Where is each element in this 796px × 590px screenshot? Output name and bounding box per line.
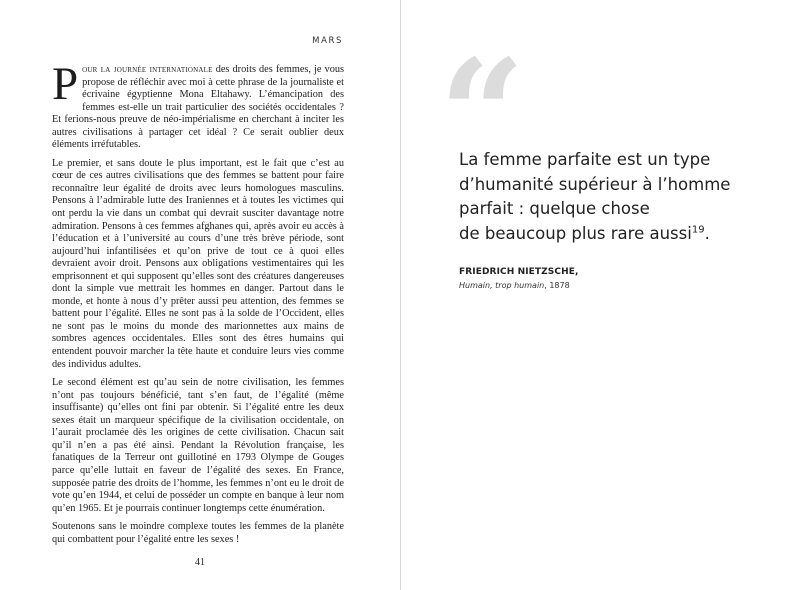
footnote-marker: 19 bbox=[691, 224, 705, 235]
quote-line-4-text: de beaucoup plus rare aussi bbox=[459, 223, 692, 243]
paragraph-3: Le second élément est qu’au sein de notre civilisation, les femmes n’ont pas toujours bénéficié, tant s’en faut, de l’égalité (même insuffisante) qu’elles ont fini par obtenir. Si l’égalité entre les deux sexes était un marqueur spécifique de la civilisation occidentale, on l’aurait proclamée dès les origines de cette civilisation. Chacun sait qu’il n’en a pas été ainsi. Pendant la Révolution française, les fanatiques de la Terreur ont guillotiné en 1793 Olympe de Gouges parce qu’elle luttait en faveur de l’égalité des sexes. En France, supposée patrie des droits de l’homme, les femmes n’ont eu le droit de vote qu’en 1944, et celui de posséder un compte en banque à leur nom qu’en 1965. Et je pourrais continuer longtemps cette énumération. bbox=[52, 377, 344, 514]
quote-line-4-end: . bbox=[704, 223, 710, 243]
source-year: , 1878 bbox=[544, 281, 570, 290]
page-number: 41 bbox=[195, 557, 205, 568]
quote-source bbox=[459, 281, 570, 290]
body-text bbox=[52, 58, 345, 552]
paragraph-4: Soutenons sans le moindre complexe toutes les femmes de la planète qui combattent pour l’égalité entre les sexes ! bbox=[52, 521, 344, 545]
drop-cap: P bbox=[52, 58, 79, 110]
epigraph-quote bbox=[459, 148, 779, 246]
quote-author: FRIEDRICH NIETZSCHE, bbox=[459, 267, 579, 277]
quote-line-2: d’humanité supérieur à l’homme bbox=[459, 174, 731, 194]
paragraph-2: Le premier, et sans doute le plus important, est le fait que c’est au cœur de ces autres civilisations que des femmes se battent pour faire reconnaître leur égalité de droits avec leurs homologues masculins. Pensons à l’admirable lutte des Iraniennes et à toutes les victimes qui ont perdu la vie dans un combat qui devrait susciter davantage notre admiration. Pensons à ces femmes afghanes qui, après avoir eu accès à l’éducation et à l’université au cours d’une très brève période, sont aujourd’hui infantilisées et qu’on prive de tout ce à quoi elles devraient avoir droit. Pensons aux obligations vestimentaires qui les emprisonnent et qui supposent qu’elles sont des créatures dangereuses dont la simple vue mettrait les hommes en danger. Partout dans le monde, et honte à nous d’y prêter aussi peu attention, des femmes se battent pour l’égalité. Elles ne sont pas à la solde de l’Occident, elles ne sont pas le moins du monde des marionnettes aux mains de sombres agences occidentales. Elles sont des êtres humains qui entendent pouvoir marcher la tête haute et conduire leurs vies comme des individus adultes. bbox=[52, 157, 344, 370]
lead-in-smallcaps: our la journée internationale bbox=[82, 64, 213, 75]
quote-line-4 bbox=[459, 222, 779, 247]
paragraph-1 bbox=[52, 58, 345, 152]
quote-mark-icon: “ bbox=[439, 27, 526, 203]
source-title: Humain, trop humain bbox=[459, 281, 545, 290]
right-page bbox=[401, 0, 796, 590]
quote-line-1: La femme parfaite est un type bbox=[459, 150, 711, 169]
paragraph-1-text: des droits des femmes, je vous propose de réfléchir avec moi à cette phrase de la journaliste et écrivaine égyptienne Mona Eltahawy. L’émancipation des femmes est-elle un trait particulier des sociétés occidentales ? Et ferions-nous preuve de néo-impérialisme en cherchant à inciter les autres civilisations à partager cet idéal ? Ce serait oublier deux éléments irréfutables. bbox=[52, 64, 345, 151]
quote-line-3: parfait : quelque chose bbox=[459, 199, 650, 218]
running-head: MARS bbox=[312, 36, 343, 46]
